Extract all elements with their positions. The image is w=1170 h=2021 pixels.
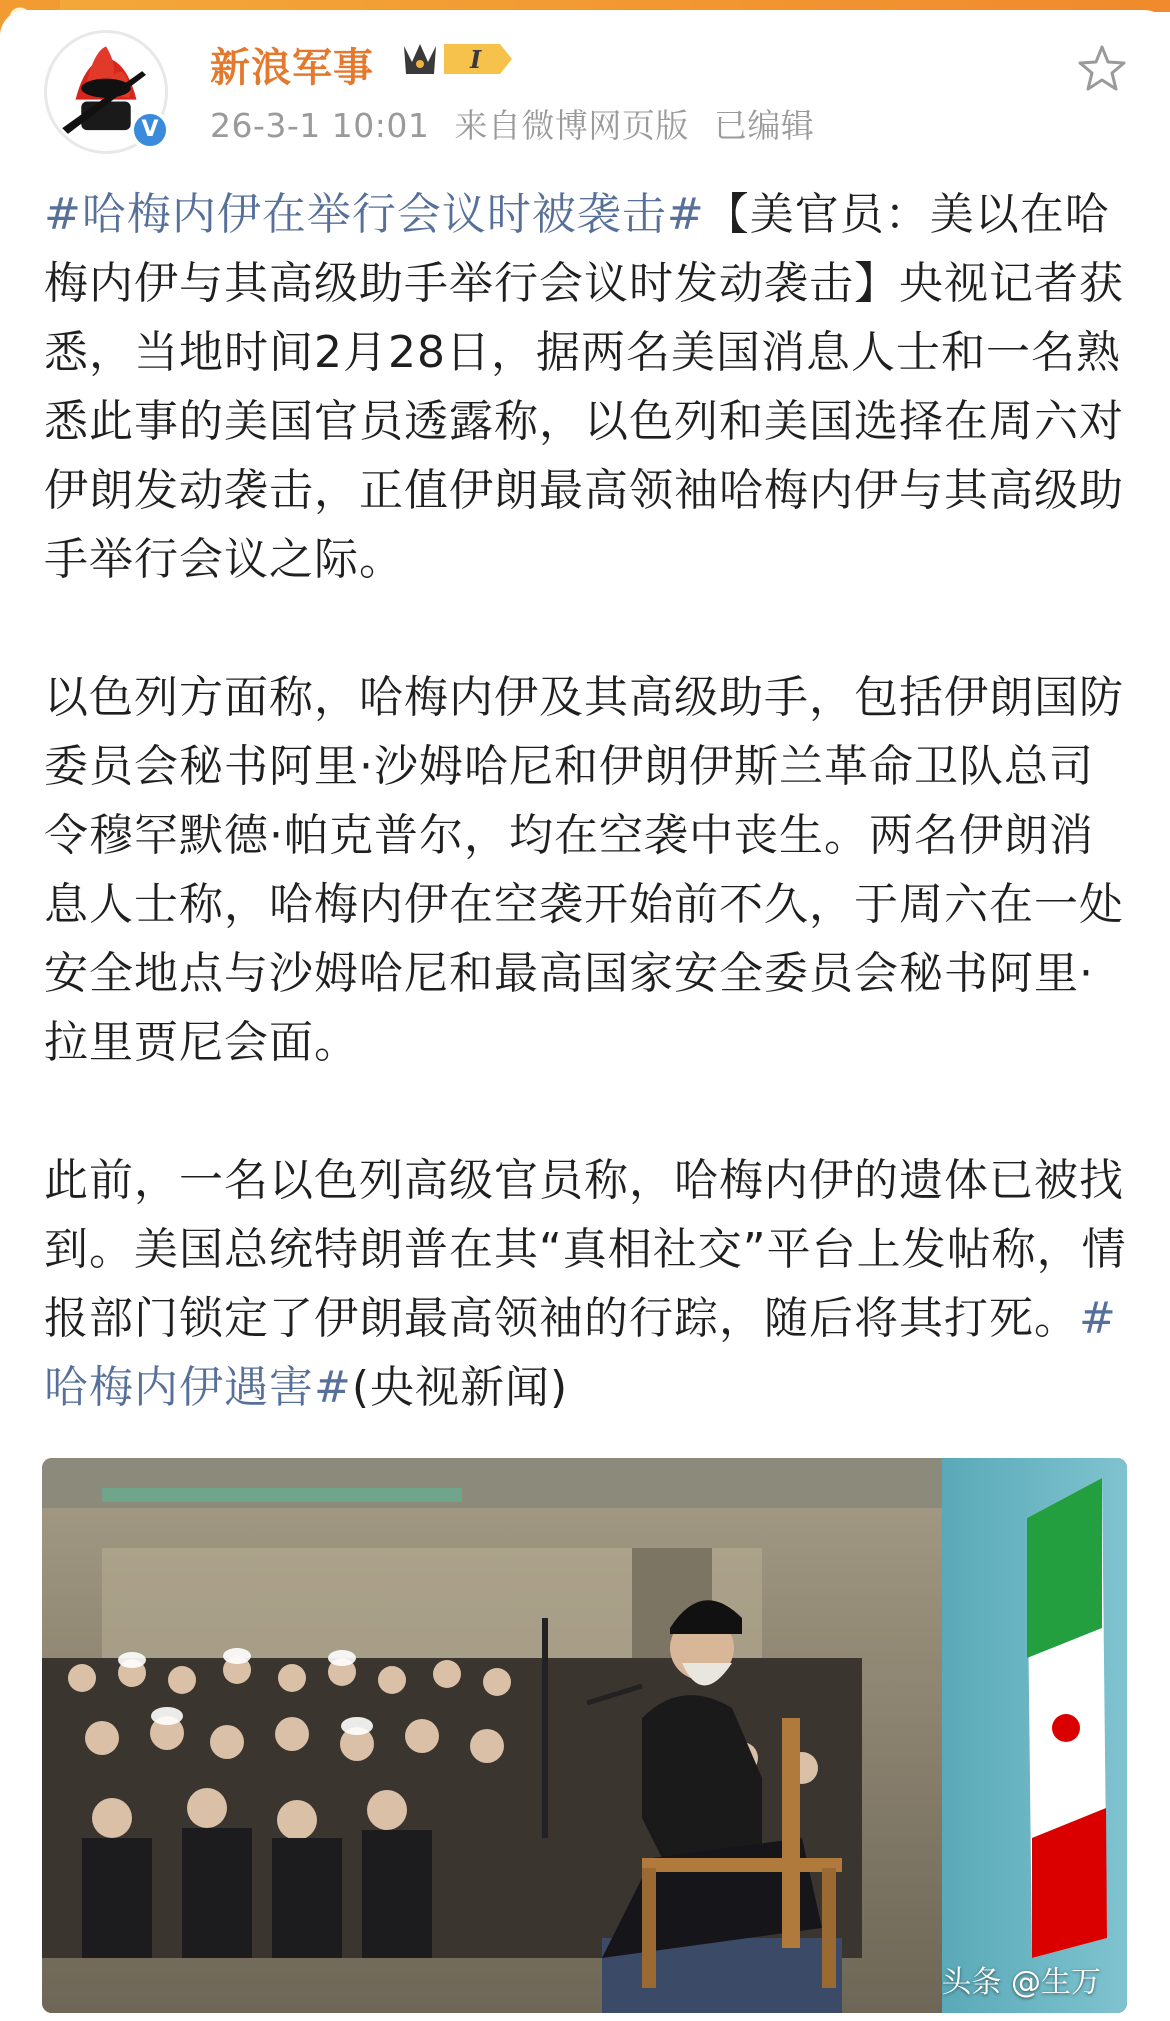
verified-badge-icon: V <box>130 110 170 150</box>
star-icon[interactable] <box>1075 42 1129 96</box>
paragraph-source: (央视新闻) <box>351 1362 569 1413</box>
hashtag-link[interactable]: #哈梅内伊在举行会议时被袭击# <box>44 189 705 240</box>
paragraph-text: 此前，一名以色列高级官员称，哈梅内伊的遗体已被找到。美国总统特朗普在其“真相社交”平台上发帖称，情报部门锁定了伊朗最高领袖的行踪，随后将其打死。 <box>44 1155 1127 1344</box>
post-meta <box>210 100 828 147</box>
paragraph-2 <box>44 663 1134 1077</box>
rank-badge-label: I <box>470 45 482 74</box>
post-image[interactable] <box>42 1458 1127 2013</box>
post-source: 来自微博网页版 <box>454 106 689 145</box>
paragraph-text: 以色列方面称，哈梅内伊及其高级助手，包括伊朗国防委员会秘书阿里·沙姆哈尼和伊朗伊斯兰革命卫队总司令穆罕默德·帕克普尔，均在空袭中丧生。两名伊朗消息人士称，哈梅内伊在空袭开始前不久，于周六在一处安全地点与沙姆哈尼和最高国家安全委员会秘书阿里·拉里贾尼会面。 <box>44 672 1124 1068</box>
paragraph-3 <box>44 1146 1134 1422</box>
image-watermark: 头条 @生万 <box>941 1965 1101 2000</box>
author-name[interactable]: 新浪军事 <box>210 45 374 91</box>
paragraph-1 <box>44 180 1134 594</box>
weibo-post-card <box>0 10 1170 2021</box>
post-timestamp: 26-3-1 10:01 <box>210 106 430 145</box>
post-photo <box>42 1458 1127 2013</box>
post-body <box>44 180 1134 1422</box>
paragraph-text: 【美官员：美以在哈梅内伊与其高级助手举行会议时发动袭击】央视记者获悉，当地时间2月28日，据两名美国消息人士和一名熟悉此事的美国官员透露称，以色列和美国选择在周六对伊朗发动袭击，正值伊朗最高领袖哈梅内伊与其高级助手举行会议之际。 <box>44 189 1124 585</box>
hashtag-link[interactable]: #哈梅内伊遇害# <box>44 1293 1117 1413</box>
post-edited-flag: 已编辑 <box>713 106 815 145</box>
rank-badge-icon <box>402 38 514 80</box>
